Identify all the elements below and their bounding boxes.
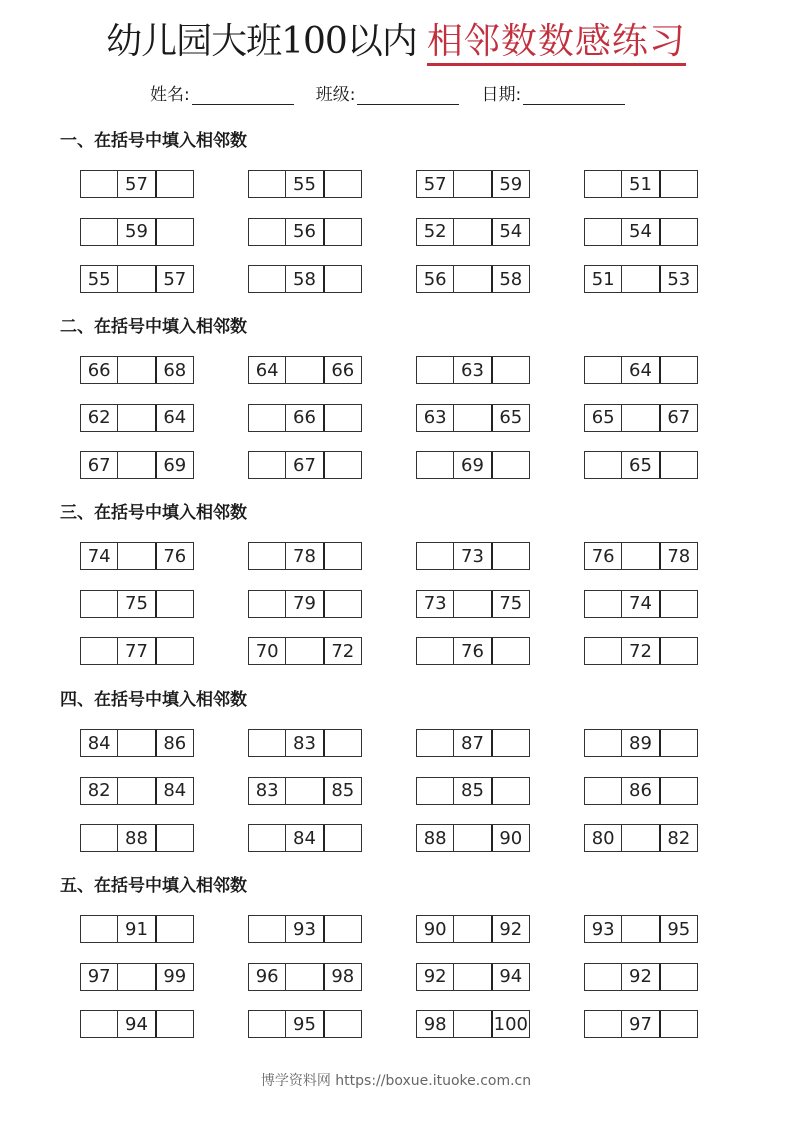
number-cell-middle: 59 xyxy=(117,219,154,245)
adjacent-number-box xyxy=(248,451,362,479)
blank-cell-middle[interactable] xyxy=(117,357,154,383)
number-cell-middle: 95 xyxy=(285,1011,322,1037)
adjacent-number-box xyxy=(584,404,698,432)
number-cell-middle: 51 xyxy=(621,171,658,197)
adjacent-number-box xyxy=(248,824,362,852)
blank-cell-right[interactable] xyxy=(155,1011,193,1037)
blank-cell-middle[interactable] xyxy=(285,357,322,383)
blank-cell-left[interactable] xyxy=(585,964,621,990)
blank-cell-right[interactable] xyxy=(491,730,529,756)
number-cell-right: 54 xyxy=(491,219,529,245)
number-cell-middle: 74 xyxy=(621,591,658,617)
number-cell-left: 52 xyxy=(423,221,447,242)
blank-cell-middle[interactable] xyxy=(117,964,154,990)
adjacent-number-box xyxy=(416,915,530,943)
number-cell-left: 83 xyxy=(255,780,279,801)
blank-cell-right[interactable] xyxy=(323,219,361,245)
blank-cell-right[interactable] xyxy=(659,730,697,756)
name-field[interactable] xyxy=(150,80,294,105)
number-cell-right: 99 xyxy=(155,964,193,990)
number-cell-left: 66 xyxy=(87,359,111,381)
adjacent-number-box xyxy=(80,824,194,852)
date-field[interactable] xyxy=(481,80,625,105)
number-cell-left: 65 xyxy=(591,407,615,428)
blank-cell-middle[interactable] xyxy=(117,543,154,569)
number-cell-right: 58 xyxy=(491,266,529,292)
adjacent-number-box xyxy=(584,170,698,198)
blank-cell-left[interactable] xyxy=(249,219,285,245)
blank-cell-right[interactable] xyxy=(659,638,697,664)
number-cell-left: 88 xyxy=(423,827,447,849)
number-cell-left: 62 xyxy=(87,407,111,428)
class-field[interactable] xyxy=(316,80,460,105)
adjacent-number-box xyxy=(584,777,698,805)
blank-cell-left[interactable] xyxy=(249,171,285,197)
blank-cell-right[interactable] xyxy=(491,452,529,478)
blank-cell-right[interactable] xyxy=(491,778,529,804)
blank-cell-right[interactable] xyxy=(323,591,361,617)
blank-cell-middle[interactable] xyxy=(453,1011,490,1037)
blank-cell-left[interactable] xyxy=(585,730,621,756)
name-label: 姓名: xyxy=(150,85,190,105)
blank-cell-right[interactable] xyxy=(491,543,529,569)
number-cell-middle: 72 xyxy=(621,638,658,664)
number-cell-left: 98 xyxy=(423,1013,447,1035)
adjacent-number-box xyxy=(416,451,530,479)
blank-cell-right[interactable] xyxy=(323,171,361,197)
adjacent-number-box xyxy=(248,1010,362,1038)
adjacent-number-box xyxy=(584,265,698,293)
blank-cell-left[interactable] xyxy=(585,171,621,197)
adjacent-number-box xyxy=(416,1010,530,1038)
blank-cell-left[interactable] xyxy=(81,171,117,197)
page-title xyxy=(0,18,792,66)
section-heading: 四、在括号中填入相邻数 xyxy=(60,690,247,710)
blank-cell-middle[interactable] xyxy=(285,638,322,664)
number-cell-middle: 64 xyxy=(621,357,658,383)
number-cell-right: 72 xyxy=(323,638,361,664)
number-cell-middle: 89 xyxy=(621,730,658,756)
number-cell-left: 96 xyxy=(255,966,279,987)
blank-cell-right[interactable] xyxy=(323,452,361,478)
blank-cell-middle[interactable] xyxy=(453,916,490,942)
blank-cell-right[interactable] xyxy=(323,266,361,292)
number-cell-middle: 88 xyxy=(117,825,154,851)
adjacent-number-box xyxy=(416,590,530,618)
number-cell-middle: 92 xyxy=(621,964,658,990)
exercise-section xyxy=(60,128,740,290)
blank-cell-left[interactable] xyxy=(81,638,117,664)
blank-cell-middle[interactable] xyxy=(117,452,154,478)
number-cell-left: 51 xyxy=(591,268,615,290)
blank-cell-middle[interactable] xyxy=(621,916,658,942)
number-cell-left: 97 xyxy=(87,966,111,987)
adjacent-number-box xyxy=(416,265,530,293)
blank-cell-middle[interactable] xyxy=(117,405,154,431)
number-cell-right: 90 xyxy=(491,825,529,851)
number-cell-right: 59 xyxy=(491,171,529,197)
section-heading: 一、在括号中填入相邻数 xyxy=(60,131,247,151)
blank-cell-left[interactable] xyxy=(417,452,453,478)
blank-cell-right[interactable] xyxy=(323,405,361,431)
blank-cell-left[interactable] xyxy=(585,357,621,383)
blank-cell-right[interactable] xyxy=(323,543,361,569)
adjacent-number-box xyxy=(416,637,530,665)
blank-cell-middle[interactable] xyxy=(621,825,658,851)
blank-cell-left[interactable] xyxy=(417,730,453,756)
number-cell-middle: 84 xyxy=(285,825,322,851)
number-cell-right: 69 xyxy=(155,452,193,478)
number-cell-left: 73 xyxy=(423,593,447,614)
number-cell-middle: 76 xyxy=(453,638,490,664)
blank-cell-right[interactable] xyxy=(491,357,529,383)
blank-cell-left[interactable] xyxy=(249,591,285,617)
blank-cell-right[interactable] xyxy=(323,825,361,851)
date-blank[interactable] xyxy=(523,86,625,105)
number-cell-left: 57 xyxy=(423,173,447,195)
number-cell-middle: 57 xyxy=(117,171,154,197)
number-cell-middle: 54 xyxy=(621,219,658,245)
number-cell-right: 76 xyxy=(155,543,193,569)
adjacent-number-box xyxy=(80,1010,194,1038)
adjacent-number-box xyxy=(80,637,194,665)
number-cell-middle: 83 xyxy=(285,730,322,756)
adjacent-number-box xyxy=(416,963,530,991)
blank-cell-left[interactable] xyxy=(249,1011,285,1037)
blank-cell-left[interactable] xyxy=(249,452,285,478)
adjacent-number-box xyxy=(416,170,530,198)
number-cell-middle: 66 xyxy=(285,405,322,431)
number-cell-middle: 58 xyxy=(285,266,322,292)
number-cell-left: 80 xyxy=(591,827,615,849)
number-cell-middle: 67 xyxy=(285,452,322,478)
number-cell-middle: 56 xyxy=(285,219,322,245)
adjacent-number-box xyxy=(584,218,698,246)
number-cell-right: 100 xyxy=(491,1011,529,1037)
blank-cell-right[interactable] xyxy=(659,964,697,990)
number-cell-right: 92 xyxy=(491,916,529,942)
number-cell-middle: 91 xyxy=(117,916,154,942)
adjacent-number-box xyxy=(584,915,698,943)
number-cell-right: 84 xyxy=(155,778,193,804)
adjacent-number-box xyxy=(416,218,530,246)
number-cell-middle: 93 xyxy=(285,916,322,942)
section-heading: 五、在括号中填入相邻数 xyxy=(60,876,247,896)
blank-cell-left[interactable] xyxy=(249,825,285,851)
number-cell-middle: 97 xyxy=(621,1011,658,1037)
blank-cell-left[interactable] xyxy=(417,778,453,804)
adjacent-number-box xyxy=(80,729,194,757)
blank-cell-right[interactable] xyxy=(323,1011,361,1037)
number-cell-left: 93 xyxy=(591,918,615,940)
adjacent-number-box xyxy=(248,637,362,665)
blank-cell-right[interactable] xyxy=(323,916,361,942)
blank-cell-right[interactable] xyxy=(155,591,193,617)
number-cell-right: 53 xyxy=(659,266,697,292)
adjacent-number-box xyxy=(248,729,362,757)
student-info xyxy=(150,80,670,105)
adjacent-number-box xyxy=(248,404,362,432)
adjacent-number-box xyxy=(584,729,698,757)
adjacent-number-box xyxy=(248,963,362,991)
adjacent-number-box xyxy=(248,915,362,943)
blank-cell-right[interactable] xyxy=(155,825,193,851)
blank-cell-right[interactable] xyxy=(659,591,697,617)
number-cell-left: 74 xyxy=(87,545,111,567)
adjacent-number-box xyxy=(248,170,362,198)
adjacent-number-box xyxy=(248,542,362,570)
adjacent-number-box xyxy=(80,451,194,479)
adjacent-number-box xyxy=(248,265,362,293)
adjacent-number-box xyxy=(584,963,698,991)
blank-cell-middle[interactable] xyxy=(453,266,490,292)
name-blank[interactable] xyxy=(192,86,294,105)
adjacent-number-box xyxy=(80,542,194,570)
blank-cell-middle[interactable] xyxy=(621,405,658,431)
adjacent-number-box xyxy=(416,404,530,432)
title-highlight: 相邻数数感练习 xyxy=(427,21,686,66)
number-cell-right: 94 xyxy=(491,964,529,990)
blank-cell-left[interactable] xyxy=(585,638,621,664)
class-blank[interactable] xyxy=(357,86,459,105)
adjacent-number-box xyxy=(584,590,698,618)
adjacent-number-box xyxy=(248,218,362,246)
blank-cell-middle[interactable] xyxy=(621,266,658,292)
blank-cell-middle[interactable] xyxy=(453,591,490,617)
blank-cell-left[interactable] xyxy=(585,452,621,478)
number-cell-right: 86 xyxy=(155,730,193,756)
date-label: 日期: xyxy=(481,85,522,105)
blank-cell-middle[interactable] xyxy=(453,405,490,431)
footer-watermark: 博学资料网 https://boxue.ituoke.com.cn xyxy=(260,1073,532,1089)
adjacent-number-box xyxy=(416,777,530,805)
number-cell-left: 55 xyxy=(87,268,111,290)
number-cell-right: 75 xyxy=(491,591,529,617)
blank-cell-right[interactable] xyxy=(659,778,697,804)
adjacent-number-box xyxy=(80,170,194,198)
adjacent-number-box xyxy=(584,637,698,665)
adjacent-number-box xyxy=(80,777,194,805)
blank-cell-middle[interactable] xyxy=(453,171,490,197)
blank-cell-left[interactable] xyxy=(417,638,453,664)
blank-cell-left[interactable] xyxy=(249,405,285,431)
adjacent-number-box xyxy=(80,915,194,943)
blank-cell-right[interactable] xyxy=(155,916,193,942)
blank-cell-middle[interactable] xyxy=(117,730,154,756)
blank-cell-right[interactable] xyxy=(155,171,193,197)
blank-cell-left[interactable] xyxy=(249,730,285,756)
number-cell-left: 64 xyxy=(255,359,279,381)
exercise-section xyxy=(60,687,740,849)
blank-cell-middle[interactable] xyxy=(453,825,490,851)
blank-cell-left[interactable] xyxy=(585,778,621,804)
number-cell-middle: 63 xyxy=(453,357,490,383)
section-heading: 二、在括号中填入相邻数 xyxy=(60,317,247,337)
adjacent-number-box xyxy=(80,963,194,991)
number-cell-right: 98 xyxy=(323,964,361,990)
adjacent-number-box xyxy=(584,1010,698,1038)
blank-cell-left[interactable] xyxy=(249,543,285,569)
blank-cell-middle[interactable] xyxy=(285,778,322,804)
blank-cell-right[interactable] xyxy=(659,357,697,383)
number-cell-right: 85 xyxy=(323,778,361,804)
adjacent-number-box xyxy=(584,824,698,852)
number-cell-middle: 73 xyxy=(453,543,490,569)
blank-cell-left[interactable] xyxy=(81,916,117,942)
number-cell-middle: 69 xyxy=(453,452,490,478)
adjacent-number-box xyxy=(80,590,194,618)
blank-cell-right[interactable] xyxy=(491,638,529,664)
number-cell-middle: 86 xyxy=(621,778,658,804)
number-cell-middle: 78 xyxy=(285,543,322,569)
blank-cell-left[interactable] xyxy=(81,219,117,245)
number-cell-right: 57 xyxy=(155,266,193,292)
blank-cell-left[interactable] xyxy=(585,591,621,617)
blank-cell-right[interactable] xyxy=(155,219,193,245)
adjacent-number-box xyxy=(80,404,194,432)
number-cell-middle: 87 xyxy=(453,730,490,756)
exercise-section xyxy=(60,314,740,476)
adjacent-number-box xyxy=(584,356,698,384)
blank-cell-middle[interactable] xyxy=(453,219,490,245)
blank-cell-right[interactable] xyxy=(659,219,697,245)
number-cell-middle: 75 xyxy=(117,591,154,617)
number-cell-middle: 55 xyxy=(285,171,322,197)
number-cell-right: 78 xyxy=(659,543,697,569)
number-cell-right: 95 xyxy=(659,916,697,942)
blank-cell-right[interactable] xyxy=(659,452,697,478)
number-cell-left: 84 xyxy=(87,732,111,754)
number-cell-middle: 94 xyxy=(117,1011,154,1037)
adjacent-number-box xyxy=(80,218,194,246)
adjacent-number-box xyxy=(80,265,194,293)
section-heading: 三、在括号中填入相邻数 xyxy=(60,503,247,523)
exercise-section xyxy=(60,873,740,1035)
blank-cell-right[interactable] xyxy=(323,730,361,756)
number-cell-left: 67 xyxy=(87,454,111,476)
number-cell-right: 66 xyxy=(323,357,361,383)
number-cell-right: 67 xyxy=(659,405,697,431)
number-cell-left: 56 xyxy=(423,268,447,290)
number-cell-left: 76 xyxy=(591,545,615,567)
number-cell-left: 82 xyxy=(87,780,111,801)
adjacent-number-box xyxy=(584,451,698,479)
blank-cell-left[interactable] xyxy=(585,219,621,245)
class-label: 班级: xyxy=(315,85,356,105)
blank-cell-left[interactable] xyxy=(249,916,285,942)
blank-cell-middle[interactable] xyxy=(117,778,154,804)
blank-cell-left[interactable] xyxy=(81,825,117,851)
blank-cell-left[interactable] xyxy=(81,1011,117,1037)
blank-cell-middle[interactable] xyxy=(453,964,490,990)
adjacent-number-box xyxy=(416,542,530,570)
number-cell-right: 65 xyxy=(491,405,529,431)
exercise-section xyxy=(60,500,740,662)
number-cell-middle: 77 xyxy=(117,638,154,664)
adjacent-number-box xyxy=(416,824,530,852)
number-cell-middle: 79 xyxy=(285,591,322,617)
blank-cell-left[interactable] xyxy=(81,591,117,617)
number-cell-right: 82 xyxy=(659,825,697,851)
number-cell-left: 92 xyxy=(423,966,447,987)
title-main: 幼儿园大班100以内 xyxy=(106,21,417,62)
adjacent-number-box xyxy=(416,356,530,384)
blank-cell-middle[interactable] xyxy=(621,543,658,569)
blank-cell-right[interactable] xyxy=(155,638,193,664)
number-cell-left: 90 xyxy=(423,918,447,940)
blank-cell-left[interactable] xyxy=(417,357,453,383)
blank-cell-left[interactable] xyxy=(417,543,453,569)
adjacent-number-box xyxy=(416,729,530,757)
adjacent-number-box xyxy=(584,542,698,570)
blank-cell-middle[interactable] xyxy=(117,266,154,292)
number-cell-middle: 65 xyxy=(621,452,658,478)
number-cell-left: 63 xyxy=(423,407,447,428)
adjacent-number-box xyxy=(248,356,362,384)
adjacent-number-box xyxy=(80,356,194,384)
number-cell-right: 64 xyxy=(155,405,193,431)
adjacent-number-box xyxy=(248,590,362,618)
adjacent-number-box xyxy=(248,777,362,805)
blank-cell-right[interactable] xyxy=(659,171,697,197)
blank-cell-middle[interactable] xyxy=(285,964,322,990)
number-cell-middle: 85 xyxy=(453,778,490,804)
blank-cell-left[interactable] xyxy=(585,1011,621,1037)
blank-cell-left[interactable] xyxy=(249,266,285,292)
number-cell-right: 68 xyxy=(155,357,193,383)
number-cell-left: 70 xyxy=(255,640,279,662)
blank-cell-right[interactable] xyxy=(659,1011,697,1037)
